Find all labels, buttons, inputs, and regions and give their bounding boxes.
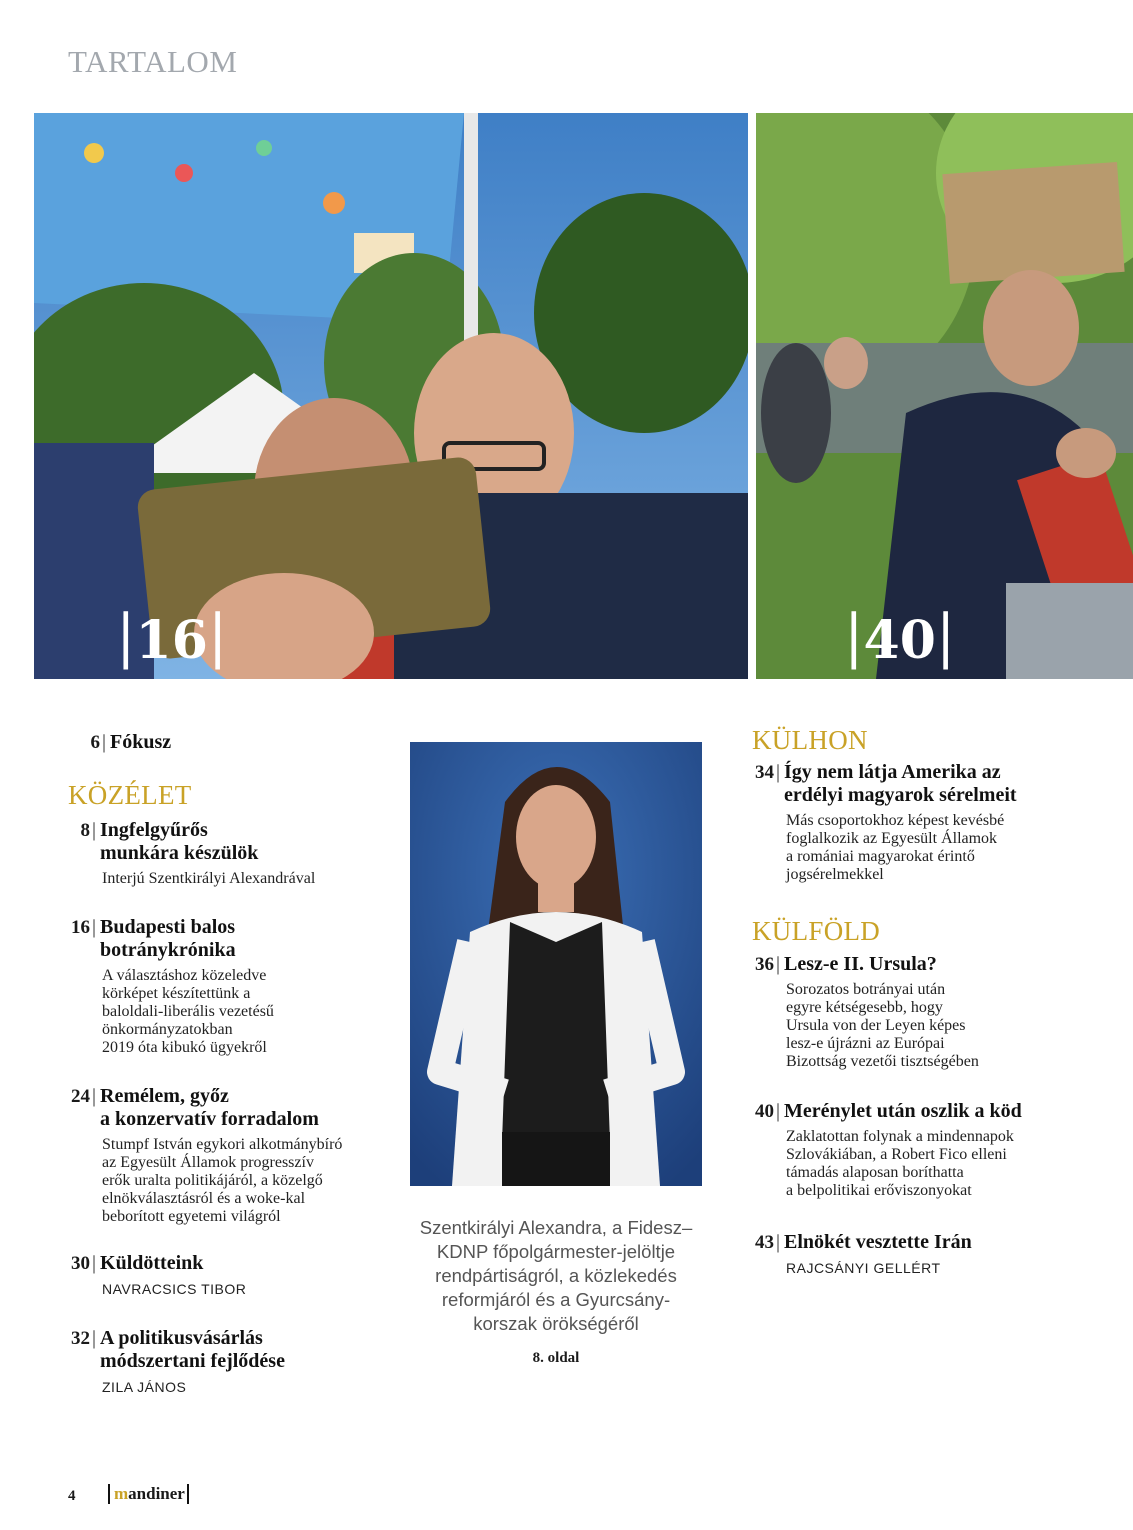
toc-author: RAJCSÁNYI GELLÉRT	[786, 1260, 941, 1276]
toc-entry-43[interactable]: 43 | Elnökét vesztette Irán RAJCSÁNYI GELLÉRT	[776, 1231, 1116, 1276]
toc-title: Lesz-e II. Ursula?	[784, 953, 937, 975]
toc-description: Sorozatos botrányai után egyre kétségesebb, hogy Ursula von der Leyen képes lesz-e újrázni az Európai Bizottság vezetői tisztségében	[786, 981, 979, 1070]
toc-title: Ingfelgyűrős munkára készülök	[100, 819, 259, 864]
toc-description: Interjú Szentkirályi Alexandrával	[102, 870, 316, 887]
toc-page-number: 30	[71, 1253, 90, 1274]
toc-description: Stumpf István egykori alkotmánybíró az Egyesült Államok progresszív erők uralta politikájáról, a közelgő elnökválasztásról és a woke-kal beborított egyetemi világról	[102, 1136, 343, 1225]
toc-title: Elnökét vesztette Irán	[784, 1231, 972, 1253]
toc-title: Küldötteink	[100, 1252, 204, 1274]
toc-description: A választáshoz közeledve körképet készítettünk a baloldali-liberális vezetésű önkormányzatokban 2019 óta kibukó ügyekről	[102, 967, 274, 1056]
toc-title: Merénylet után oszlik a köd	[784, 1100, 1022, 1122]
portrait-photo[interactable]	[410, 742, 702, 1186]
toc-page-number: 32	[71, 1328, 90, 1349]
toc-entry-fokusz[interactable]: 6 | Fókusz	[90, 731, 172, 753]
toc-page-number: 6	[90, 732, 100, 753]
toc-page-number: 43	[755, 1232, 774, 1253]
toc-page-number: 24	[71, 1086, 90, 1107]
toc-description: Más csoportokhoz képest kevésbé foglalkozik az Egyesült Államok a romániai magyarokat érintő jogsérelmekkel	[786, 812, 1005, 883]
toc-entry-36[interactable]: 36 | Lesz-e II. Ursula? Sorozatos botrányai után egyre kétségesebb, hogy Ursula von der Leyen képes lesz-e újrázni az Európai Bizottság vezetői tisztségében	[776, 953, 1116, 1071]
photo-40[interactable]	[756, 113, 1133, 679]
photo-page-number: |16|	[116, 602, 228, 671]
toc-author: ZILA JÁNOS	[102, 1379, 187, 1395]
section-heading-kulhon: KÜLHON	[752, 725, 868, 755]
toc-entry-8[interactable]: 8 | Ingfelgyűrős munkára készülök Interjú Szentkirályi Alexandrával	[92, 819, 392, 888]
toc-author: NAVRACSICS TIBOR	[102, 1281, 247, 1297]
page-number: 4	[68, 1488, 76, 1504]
toc-title: Így nem látja Amerika az erdélyi magyarok sérelmeit	[784, 761, 1017, 806]
photo-16[interactable]	[34, 113, 748, 679]
toc-title: Remélem, győz a konzervatív forradalom	[100, 1085, 319, 1130]
toc-page-number: 40	[755, 1101, 774, 1122]
toc-entry-16[interactable]: 16 | Budapesti balos botránykrónika A választáshoz közeledve körképet készítettünk a baloldali-liberális vezetésű önkormányzatokban 2019 óta kibukó ügyekről	[92, 916, 402, 1057]
toc-title: Fókusz	[110, 731, 172, 753]
toc-entry-40[interactable]: 40 | Merénylet után oszlik a köd Zaklatottan folynak a mindennapok Szlovákiában, a Robert Fico elleni támadás alaposan boríthatta a belpolitikai erőviszonyokat	[776, 1100, 1116, 1200]
section-heading-kulfold: KÜLFÖLD	[752, 916, 881, 946]
toc-page-number: 36	[755, 954, 774, 975]
portrait-page-ref[interactable]: 8. oldal	[532, 1350, 580, 1366]
toc-page-number: 8	[80, 820, 90, 841]
portrait-caption: Szentkirályi Alexandra, a Fidesz– KDNP főpolgármester-jelöltje rendpártiságról, a közlekedés reformjáról és a Gyurcsány- korszak örökségéről	[419, 1217, 693, 1334]
toc-page-number: 34	[755, 762, 774, 783]
section-heading-kozelet: KÖZÉLET	[68, 780, 192, 810]
toc-page-number: 16	[71, 917, 90, 938]
mandiner-logo: mandiner	[108, 1484, 189, 1504]
toc-entry-24[interactable]: 24 | Remélem, győz a konzervatív forradalom Stumpf István egykori alkotmánybíró az Egyesült Államok progresszív erők uralta politikájáról, a közelgő elnökválasztásról és a woke-kal beborított egyetemi világról	[92, 1085, 402, 1226]
page-title: TARTALOM	[68, 44, 238, 79]
toc-entry-32[interactable]: 32 | A politikusvásárlás módszertani fejlődése ZILA JÁNOS	[92, 1327, 392, 1395]
toc-title: A politikusvásárlás módszertani fejlődése	[100, 1327, 285, 1372]
toc-entry-34[interactable]: 34 | Így nem látja Amerika az erdélyi magyarok sérelmeit Más csoportokhoz képest kevésbé foglalkozik az Egyesült Államok a romániai magyarokat érintő jogsérelmekkel	[776, 761, 1116, 884]
toc-description: Zaklatottan folynak a mindennapok Szlovákiában, a Robert Fico elleni támadás alaposan boríthatta a belpolitikai erőviszonyokat	[786, 1128, 1014, 1199]
toc-entry-30[interactable]: 30 | Küldötteink NAVRACSICS TIBOR	[92, 1252, 392, 1297]
photo-page-number: |40|	[844, 602, 956, 671]
toc-title: Budapesti balos botránykrónika	[100, 916, 236, 961]
